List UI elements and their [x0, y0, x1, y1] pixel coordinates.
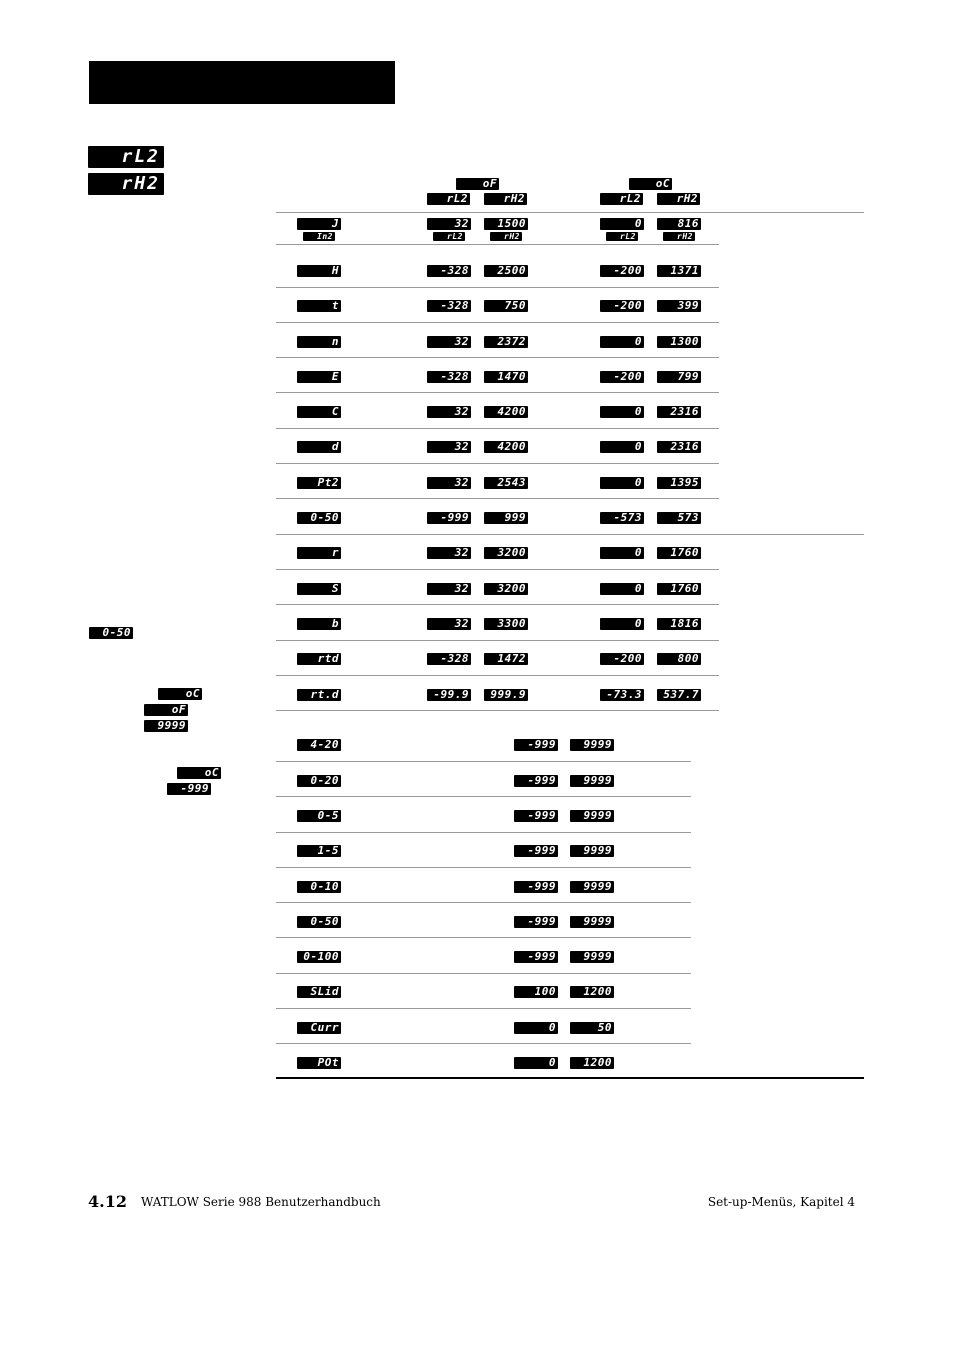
thermocouple-input-code: n [297, 336, 341, 348]
f-low-value: -328 [427, 300, 471, 312]
side-code-celsius: oC [158, 688, 202, 700]
thermocouple-input-code: 0-50 [297, 512, 341, 524]
c-low-value: 0 [600, 583, 644, 595]
c-low-value: -200 [600, 265, 644, 277]
c-low-value: 0 [600, 406, 644, 418]
c-low-value: 0 [600, 618, 644, 630]
c-low-value: 0 [600, 441, 644, 453]
process-high-value: 50 [570, 1022, 614, 1034]
f-high-value: 3200 [484, 547, 528, 559]
f-high-sublabel: rH2 [490, 232, 522, 241]
process-low-value: -999 [514, 775, 558, 787]
chapter-reference: Set-up-Menüs, Kapitel 4 [707, 1195, 855, 1209]
thermocouple-input-code: C [297, 406, 341, 418]
c-low-value: -200 [600, 653, 644, 665]
f-high-value: 999.9 [484, 689, 528, 701]
c-high-value: 816 [657, 218, 701, 230]
table-row-divider [276, 937, 691, 938]
input-2-sublabel: In2 [303, 232, 335, 241]
range-high-2-code: rH2 [88, 173, 164, 195]
thermocouple-input-code: rt.d [297, 689, 341, 701]
c-low-value: 0 [600, 477, 644, 489]
c-high-value: 800 [657, 653, 701, 665]
section-header-bar [89, 61, 395, 104]
c-high-value: 1395 [657, 477, 701, 489]
process-input-code: Curr [297, 1022, 341, 1034]
table-row-divider [276, 569, 719, 570]
table-row-divider [276, 710, 719, 711]
side-code-0-50: 0-50 [89, 627, 133, 639]
table-row-divider [276, 973, 691, 974]
f-high-value: 4200 [484, 406, 528, 418]
f-low-sublabel: rL2 [433, 232, 465, 241]
process-input-code: 0-10 [297, 881, 341, 893]
f-high-value: 2543 [484, 477, 528, 489]
thermocouple-input-code: S [297, 583, 341, 595]
table-row-divider [276, 1043, 691, 1044]
fahrenheit-high-header: rH2 [484, 193, 527, 205]
table-row-divider [276, 1008, 691, 1009]
c-low-sublabel: rL2 [606, 232, 638, 241]
thermocouple-input-code: t [297, 300, 341, 312]
manual-title: WATLOW Serie 988 Benutzerhandbuch [141, 1195, 381, 1209]
f-low-value: -328 [427, 371, 471, 383]
c-high-value: 2316 [657, 406, 701, 418]
process-high-value: 9999 [570, 881, 614, 893]
process-low-value: -999 [514, 881, 558, 893]
c-low-value: -573 [600, 512, 644, 524]
f-high-value: 3300 [484, 618, 528, 630]
f-low-value: -99.9 [427, 689, 471, 701]
process-input-code: POt [297, 1057, 341, 1069]
process-input-code: 0-50 [297, 916, 341, 928]
f-low-value: 32 [427, 618, 471, 630]
c-high-sublabel: rH2 [663, 232, 695, 241]
thermocouple-input-code: Pt2 [297, 477, 341, 489]
process-high-value: 9999 [570, 775, 614, 787]
c-low-value: -200 [600, 371, 644, 383]
process-input-code: 0-100 [297, 951, 341, 963]
f-high-value: 1500 [484, 218, 528, 230]
thermocouple-input-code: E [297, 371, 341, 383]
c-low-value: -200 [600, 300, 644, 312]
fahrenheit-column-header: oF [456, 178, 499, 190]
side-code-minus-999: -999 [167, 783, 211, 795]
range-low-2-code: rL2 [88, 146, 164, 168]
f-low-value: -328 [427, 653, 471, 665]
process-low-value: 100 [514, 986, 558, 998]
process-low-value: -999 [514, 916, 558, 928]
process-high-value: 9999 [570, 739, 614, 751]
table-row-divider [276, 604, 719, 605]
table-row-divider [276, 357, 719, 358]
process-input-code: 0-20 [297, 775, 341, 787]
process-input-code: 4-20 [297, 739, 341, 751]
table-row-divider [276, 392, 719, 393]
c-high-value: 1760 [657, 583, 701, 595]
process-low-value: 0 [514, 1022, 558, 1034]
process-low-value: -999 [514, 951, 558, 963]
f-high-value: 4200 [484, 441, 528, 453]
table-row-divider [276, 832, 691, 833]
f-low-value: -328 [427, 265, 471, 277]
process-high-value: 9999 [570, 845, 614, 857]
process-high-value: 9999 [570, 916, 614, 928]
c-high-value: 1300 [657, 336, 701, 348]
c-high-value: 1816 [657, 618, 701, 630]
c-high-value: 537.7 [657, 689, 701, 701]
table-row-divider [276, 640, 719, 641]
c-high-value: 573 [657, 512, 701, 524]
f-high-value: 999 [484, 512, 528, 524]
f-low-value: 32 [427, 441, 471, 453]
thermocouple-input-code: J [297, 218, 341, 230]
table-group-divider [276, 534, 864, 535]
process-high-value: 9999 [570, 810, 614, 822]
thermocouple-input-code: d [297, 441, 341, 453]
fahrenheit-low-header: rL2 [427, 193, 470, 205]
process-high-value: 1200 [570, 1057, 614, 1069]
process-low-value: 0 [514, 1057, 558, 1069]
table-row-divider [276, 796, 691, 797]
f-low-value: -999 [427, 512, 471, 524]
c-low-value: 0 [600, 218, 644, 230]
f-low-value: 32 [427, 477, 471, 489]
c-high-value: 2316 [657, 441, 701, 453]
f-high-value: 1472 [484, 653, 528, 665]
f-high-value: 2372 [484, 336, 528, 348]
thermocouple-input-code: r [297, 547, 341, 559]
process-high-value: 1200 [570, 986, 614, 998]
c-high-value: 799 [657, 371, 701, 383]
side-code-9999: 9999 [144, 720, 188, 732]
celsius-low-header: rL2 [600, 193, 643, 205]
process-low-value: -999 [514, 810, 558, 822]
c-low-value: -73.3 [600, 689, 644, 701]
f-low-value: 32 [427, 547, 471, 559]
table-row-divider [276, 867, 691, 868]
thermocouple-input-code: H [297, 265, 341, 277]
side-code-celsius-2: oC [177, 767, 221, 779]
table-row-divider [276, 902, 691, 903]
table-row-divider [276, 244, 719, 245]
table-row-divider [276, 675, 719, 676]
table-row-divider [276, 428, 719, 429]
thermocouple-input-code: rtd [297, 653, 341, 665]
process-input-code: 0-5 [297, 810, 341, 822]
c-high-value: 399 [657, 300, 701, 312]
f-high-value: 1470 [484, 371, 528, 383]
f-low-value: 32 [427, 406, 471, 418]
side-code-fahrenheit: oF [144, 704, 188, 716]
f-high-value: 3200 [484, 583, 528, 595]
f-low-value: 32 [427, 336, 471, 348]
table-row-divider [276, 463, 719, 464]
celsius-column-header: oC [629, 178, 672, 190]
f-low-value: 32 [427, 583, 471, 595]
process-low-value: -999 [514, 739, 558, 751]
page-number: 4.12 [88, 1192, 127, 1211]
table-row-divider [276, 761, 691, 762]
celsius-high-header: rH2 [657, 193, 700, 205]
c-low-value: 0 [600, 547, 644, 559]
process-input-code: 1-5 [297, 845, 341, 857]
table-bottom-rule [276, 1077, 864, 1079]
f-high-value: 2500 [484, 265, 528, 277]
table-top-rule [276, 212, 864, 213]
f-high-value: 750 [484, 300, 528, 312]
thermocouple-input-code: b [297, 618, 341, 630]
table-row-divider [276, 287, 719, 288]
process-high-value: 9999 [570, 951, 614, 963]
c-high-value: 1760 [657, 547, 701, 559]
table-row-divider [276, 498, 719, 499]
process-input-code: SLid [297, 986, 341, 998]
process-low-value: -999 [514, 845, 558, 857]
c-high-value: 1371 [657, 265, 701, 277]
f-low-value: 32 [427, 218, 471, 230]
c-low-value: 0 [600, 336, 644, 348]
table-row-divider [276, 322, 719, 323]
